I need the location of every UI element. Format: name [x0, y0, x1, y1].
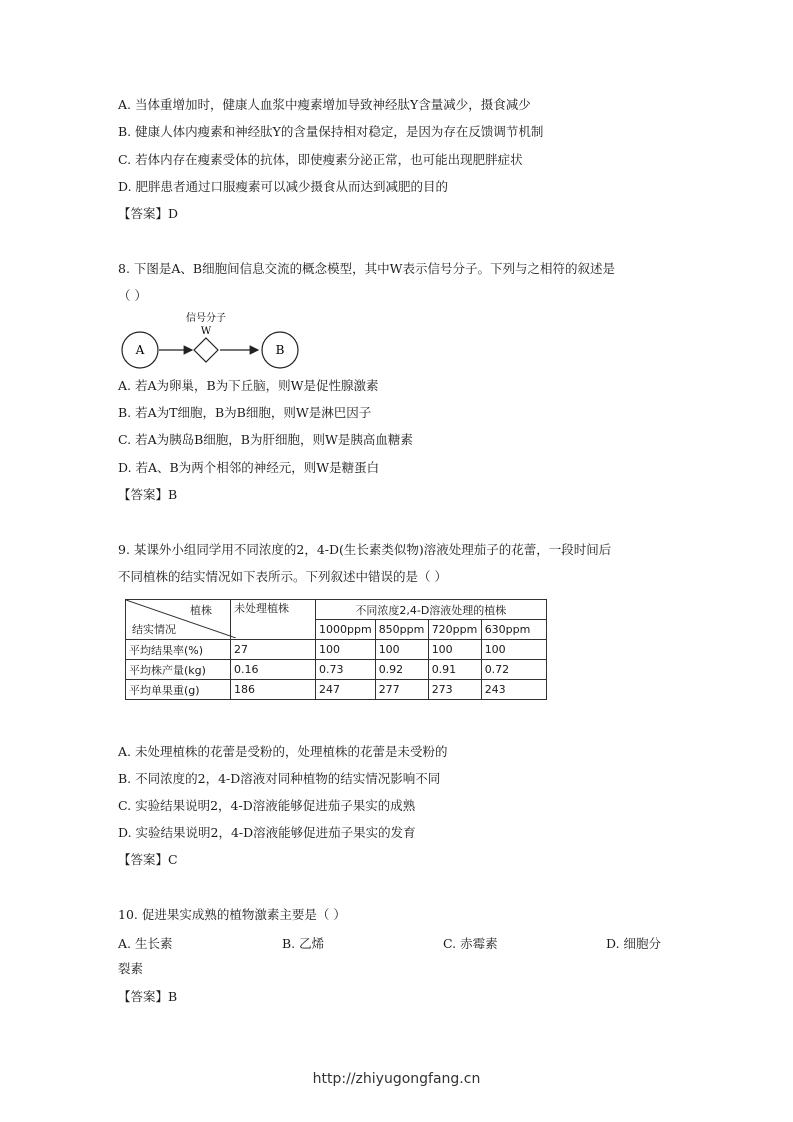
row-label: 平均结果率(%) — [126, 640, 231, 660]
footer-url: http://zhiyugongfang.cn — [312, 1071, 481, 1087]
q10-option-b: B. 乙烯 — [282, 936, 325, 951]
corner-bottom-label: 结实情况 — [132, 623, 176, 636]
conc-header: 630ppm — [481, 620, 546, 640]
q9-option-c: C. 实验结果说明2，4-D溶液能够促进茄子果实的成熟 — [118, 798, 416, 813]
q10-stem: 10. 促进果实成熟的植物激素主要是（ ） — [118, 907, 346, 922]
q8-stem-line1: 8. 下图是A、B细胞间信息交流的概念模型，其中W表示信号分子。下列与之相符的叙述是 — [118, 261, 615, 276]
q8-option-a: A. 若A为卵巢，B为下丘脑，则W是促性腺激素 — [118, 378, 379, 393]
q7-option-b: B. 健康人体内瘦素和神经肽Y的含量保持相对稳定，是因为存在反馈调节机制 — [118, 124, 544, 139]
q7-option-d: D. 肥胖患者通过口服瘦素可以减少摄食从而达到减肥的目的 — [118, 179, 449, 194]
q8-option-b: B. 若A为T细胞，B为B细胞，则W是淋巴因子 — [118, 405, 372, 420]
table-row — [126, 640, 547, 660]
q9-answer: 【答案】C — [118, 852, 178, 867]
signal-w-diamond — [194, 338, 218, 362]
cell-value: 27 — [231, 640, 316, 660]
q9-option-a: A. 未处理植株的花蕾是受粉的，处理植株的花蕾是未受粉的 — [118, 744, 448, 759]
q8-answer: 【答案】B — [118, 487, 178, 502]
cell-value: 100 — [375, 640, 428, 660]
q9-option-b: B. 不同浓度的2，4-D溶液对同种植物的结实情况影响不同 — [118, 771, 441, 786]
row-label: 平均株产量(kg) — [126, 660, 231, 680]
q10-option-d-wrap: 裂素 — [118, 961, 144, 976]
cell-value: 277 — [375, 680, 428, 700]
q8-option-c: C. 若A为胰岛B细胞，B为肝细胞，则W是胰高血糖素 — [118, 432, 413, 447]
fruiting-results-table — [125, 599, 547, 700]
table-row — [126, 680, 547, 700]
table-row — [126, 660, 547, 680]
cell-value: 100 — [428, 640, 481, 660]
corner-top-label: 植株 — [190, 604, 212, 617]
cell-b-label: B — [275, 343, 285, 357]
conc-header: 1000ppm — [316, 620, 376, 640]
cell-value: 186 — [231, 680, 316, 700]
cell-value: 0.92 — [375, 660, 428, 680]
q7-answer: 【答案】D — [118, 206, 179, 221]
q9-option-d: D. 实验结果说明2，4-D溶液能够促进茄子果实的发育 — [118, 825, 416, 840]
cell-value: 243 — [481, 680, 546, 700]
conc-header: 720ppm — [428, 620, 481, 640]
q10-option-d: D. 细胞分 — [606, 936, 662, 951]
table-corner-cell — [126, 600, 231, 640]
cell-value: 100 — [316, 640, 376, 660]
cell-value: 0.72 — [481, 660, 546, 680]
q10-option-a: A. 生长素 — [118, 936, 173, 951]
q9-stem-line2: 不同植株的结实情况如下表所示。下列叙述中错误的是（ ） — [118, 569, 447, 584]
q9-stem-line1: 9. 某课外小组同学用不同浓度的2，4-D(生长素类似物)溶液处理茄子的花蕾，一段时间后 — [118, 542, 612, 557]
cell-value: 0.16 — [231, 660, 316, 680]
cell-value: 0.73 — [316, 660, 376, 680]
row-label: 平均单果重(g) — [126, 680, 231, 700]
signal-w-label: W — [200, 326, 212, 337]
q10-option-c: C. 赤霉素 — [443, 936, 498, 951]
cell-value: 273 — [428, 680, 481, 700]
cell-value: 0.91 — [428, 660, 481, 680]
signal-molecule-label: 信号分子 — [186, 313, 226, 324]
q8-stem-line2: （ ） — [118, 288, 147, 303]
untreated-header: 未处理植株 — [231, 600, 316, 640]
cell-value: 100 — [481, 640, 546, 660]
cell-a-label: A — [135, 343, 145, 357]
signal-model-diagram — [118, 310, 318, 370]
q7-option-a: A. 当体重增加时，健康人血浆中瘦素增加导致神经肽Y含量减少，摄食减少 — [118, 97, 531, 112]
q10-answer: 【答案】B — [118, 989, 178, 1004]
conc-header: 850ppm — [375, 620, 428, 640]
treated-header: 不同浓度2,4-D溶液处理的植株 — [316, 600, 547, 620]
cell-value: 247 — [316, 680, 376, 700]
q8-option-d: D. 若A、B为两个相邻的神经元，则W是糖蛋白 — [118, 460, 380, 475]
q7-option-c: C. 若体内存在瘦素受体的抗体，即使瘦素分泌正常，也可能出现肥胖症状 — [118, 152, 523, 167]
